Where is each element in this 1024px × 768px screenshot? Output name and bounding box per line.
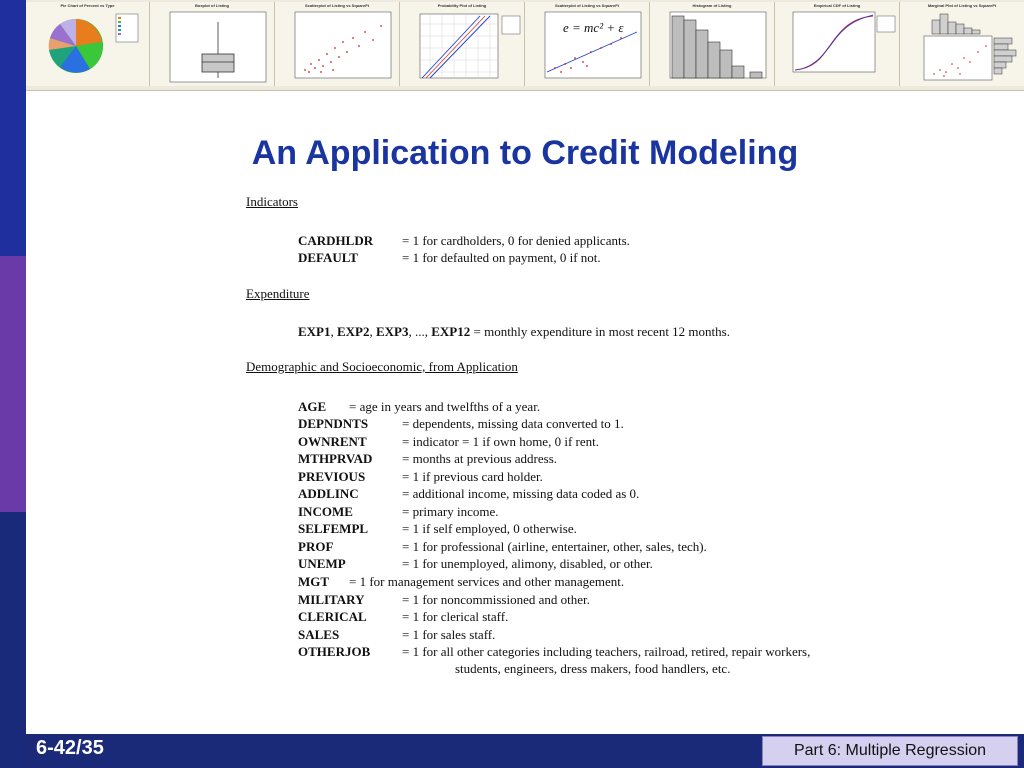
var-name: ADDLINC xyxy=(298,486,359,501)
section-indicators: Indicators xyxy=(246,194,298,209)
section-demographic: Demographic and Socioeconomic, from Application xyxy=(246,359,518,374)
var-name: CARDHLDR xyxy=(298,233,374,248)
thumb-title: Scatterplot of Listing vs SquareFt xyxy=(554,3,619,8)
var-name: SELFEMPL xyxy=(298,521,369,536)
var-name: MGT xyxy=(298,574,330,589)
thumb-probability-plot xyxy=(400,2,525,86)
scatter-fit-icon xyxy=(525,2,649,86)
thumb-title: Pie Chart of Percent vs Type xyxy=(60,3,115,8)
empirical-cdf-icon xyxy=(775,2,899,86)
var-def: = months at previous address. xyxy=(402,451,558,466)
slide-title: An Application to Credit Modeling xyxy=(251,134,799,172)
thumb-title: Scatterplot of Listing vs SquareFt xyxy=(304,3,369,8)
thumb-scatter-fit xyxy=(525,2,650,86)
footer-part-label: Part 6: Multiple Regression xyxy=(762,736,1018,766)
thumb-title: Probability Plot of Listing xyxy=(437,3,487,8)
page-number: 6-42/35 xyxy=(36,737,104,759)
exp-sep: , xyxy=(369,324,376,339)
var-def: = indicator = 1 if own home, 0 if rent. xyxy=(402,434,599,449)
thumb-title: Marginal Plot of Listing vs SquareFt xyxy=(927,3,997,8)
var-name: MILITARY xyxy=(298,592,365,607)
var-name: MTHPRVAD xyxy=(298,451,373,466)
var-def: = age in years and twelfths of a year. xyxy=(349,399,541,414)
var-name: DEFAULT xyxy=(298,250,358,265)
expenditure-line xyxy=(298,324,730,340)
var-def: = 1 if self employed, 0 otherwise. xyxy=(402,521,577,536)
var-name: AGE xyxy=(298,399,327,414)
left-bar-middle xyxy=(0,256,26,512)
thumb-marginal-plot xyxy=(900,2,1024,86)
thumbnail-strip xyxy=(26,0,1024,91)
var-def: = 1 for management services and other management. xyxy=(349,574,625,589)
thumb-histogram xyxy=(650,2,775,86)
var-name: OWNRENT xyxy=(298,434,367,449)
thumb-boxplot xyxy=(150,2,275,86)
var-def: = 1 for clerical staff. xyxy=(402,609,509,624)
exp-var: EXP3 xyxy=(376,324,409,339)
exp-var: EXP12 xyxy=(431,324,471,339)
boxplot-icon xyxy=(150,2,274,86)
section-expenditure: Expenditure xyxy=(246,286,310,301)
left-bar-top xyxy=(0,0,26,256)
var-def: = 1 if previous card holder. xyxy=(402,469,543,484)
var-name: UNEMP xyxy=(298,556,346,571)
var-name: PROF xyxy=(298,539,334,554)
var-def: = 1 for unemployed, alimony, disabled, or other. xyxy=(402,556,653,571)
exp-def: = monthly expenditure in most recent 12 months. xyxy=(470,324,730,339)
exp-var: EXP1 xyxy=(298,324,331,339)
marginal-plot-icon xyxy=(900,2,1024,86)
var-def: = 1 for all other categories including teachers, railroad, retired, repair workers, xyxy=(402,644,811,659)
histogram-icon xyxy=(650,2,774,86)
thumb-empirical-cdf xyxy=(775,2,900,86)
var-def: = 1 for cardholders, 0 for denied applicants. xyxy=(402,233,630,248)
exp-sep: , xyxy=(330,324,337,339)
otherjob-continuation: students, engineers, dress makers, food handlers, etc. xyxy=(455,661,731,676)
exp-sep: , ..., xyxy=(408,324,432,339)
thumb-title: Empirical CDF of Listing xyxy=(813,3,861,8)
var-def: = additional income, missing data coded as 0. xyxy=(402,486,640,501)
var-def: = 1 for defaulted on payment, 0 if not. xyxy=(402,250,601,265)
thumb-title: Histogram of Listing xyxy=(692,3,732,8)
scatterplot-icon xyxy=(275,2,399,86)
var-def: = 1 for noncommissioned and other. xyxy=(402,592,590,607)
var-name: DEPNDNTS xyxy=(298,416,369,431)
thumb-scatterplot xyxy=(275,2,400,86)
pie-chart-icon xyxy=(26,2,149,86)
exp-var: EXP2 xyxy=(337,324,370,339)
var-def: = primary income. xyxy=(402,504,499,519)
var-name: OTHERJOB xyxy=(298,644,371,659)
var-name: PREVIOUS xyxy=(298,469,366,484)
var-def: = 1 for sales staff. xyxy=(402,627,496,642)
var-name: INCOME xyxy=(298,504,353,519)
left-accent-bar xyxy=(0,0,26,768)
thumb-title: Boxplot of Listing xyxy=(195,3,229,8)
equation-text: e = mc² + ε xyxy=(563,20,624,35)
thumb-pie-chart xyxy=(26,2,150,86)
var-def: = 1 for professional (airline, entertainer, other, sales, tech). xyxy=(402,539,707,554)
var-name: SALES xyxy=(298,627,340,642)
left-bar-bottom xyxy=(0,512,26,768)
var-def: = dependents, missing data converted to 1. xyxy=(402,416,624,431)
probability-plot-icon xyxy=(400,2,524,86)
var-name: CLERICAL xyxy=(298,609,367,624)
